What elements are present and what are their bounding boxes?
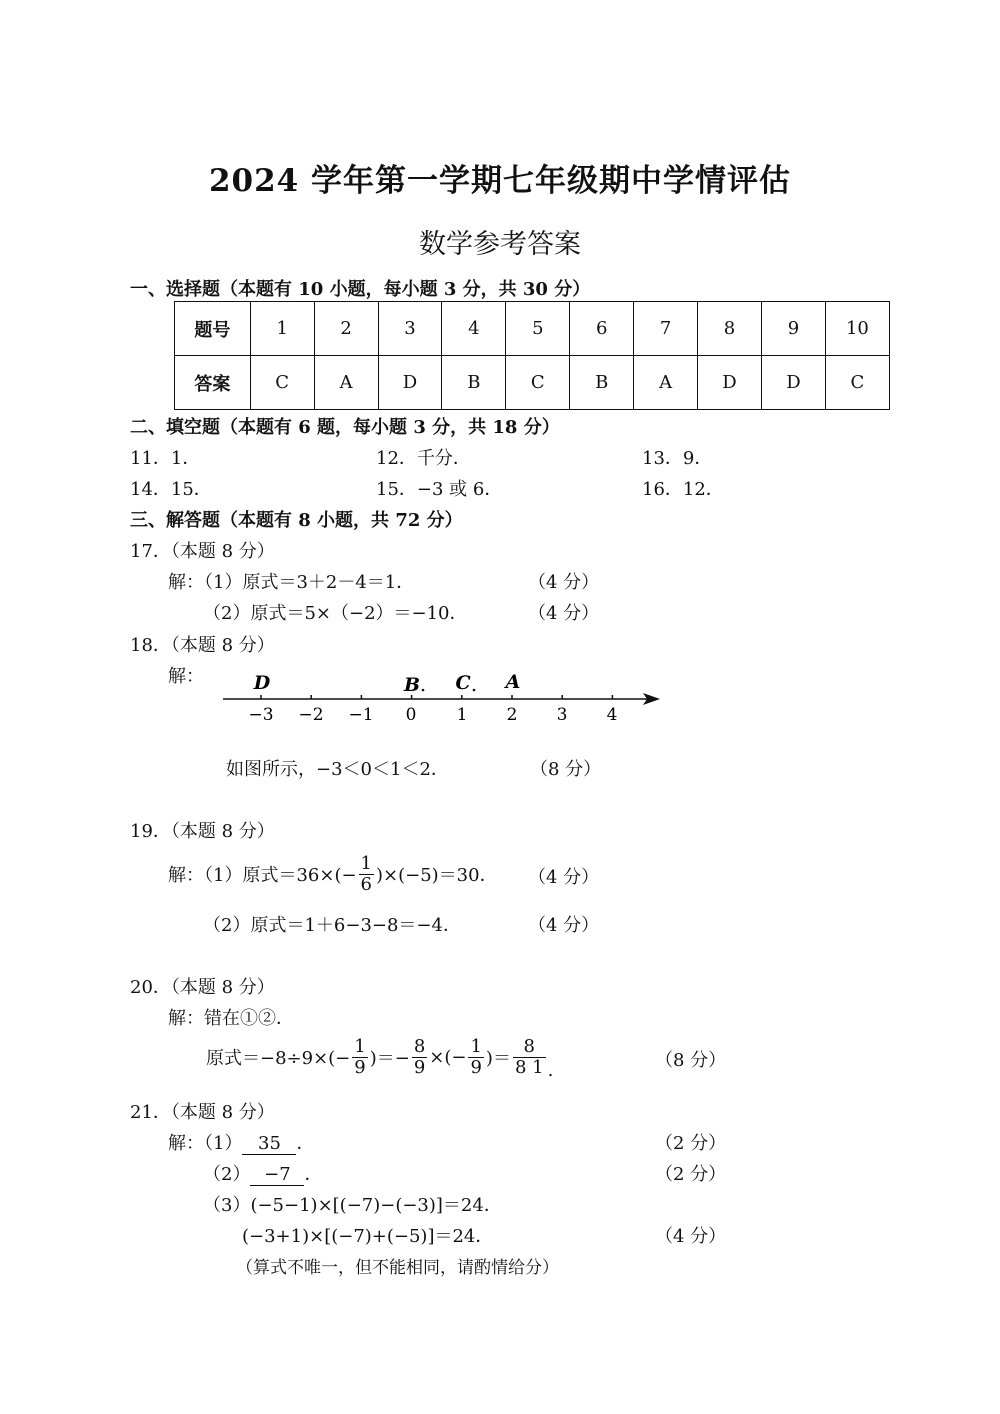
- q17-line1: 解：（1）原式＝3＋2－4＝1．: [168, 572, 415, 593]
- q20-score: （8 分）: [655, 1050, 727, 1071]
- point-label-d: D: [253, 672, 271, 694]
- page-subtitle: 数学参考答案: [419, 229, 581, 260]
- q17-header: 17．（本题 8 分）: [130, 541, 275, 562]
- section2-heading: 二、填空题（本题有 6 题，每小题 3 分，共 18 分）: [130, 417, 560, 438]
- question-row: [175, 302, 890, 356]
- q21-header: 21．（本题 8 分）: [130, 1102, 275, 1123]
- question-number: 9: [761, 302, 825, 356]
- q20-expression: [206, 1033, 553, 1081]
- section1-heading: 一、选择题（本题有 10 小题，每小题 3 分，共 30 分）: [130, 279, 591, 300]
- answer-row: [175, 356, 890, 410]
- q19-line1: [168, 850, 498, 898]
- question-number: 7: [634, 302, 698, 356]
- q21-line1: [168, 1129, 314, 1155]
- q21-line2: [203, 1160, 322, 1186]
- fraction-numerator: 1: [360, 852, 372, 874]
- fraction: [359, 854, 374, 895]
- answer-cell: C: [250, 356, 314, 410]
- q20-part1: 原式＝−8÷9×(−: [206, 1048, 351, 1069]
- point-label-b: B: [403, 674, 421, 696]
- point-dot-c: [473, 689, 476, 692]
- row-label-answer: 答案: [175, 356, 251, 410]
- page-title: 2024 学年第一学期七年级期中学情评估: [208, 163, 792, 199]
- q19-line1-suffix: )×(−5)＝30．: [376, 865, 498, 886]
- q21-line4: (−3+1)×[(−7)+(−5)]＝24．: [242, 1226, 494, 1247]
- answer-cell: C: [825, 356, 889, 410]
- fraction-denominator: 9: [354, 1056, 366, 1078]
- answer-cell: A: [314, 356, 378, 410]
- q20-part5: .: [547, 1060, 554, 1081]
- answer-cell: D: [761, 356, 825, 410]
- fraction-denominator: 9: [470, 1056, 482, 1078]
- tick-label: −2: [298, 705, 324, 725]
- q21-line2-prefix: （2）: [203, 1164, 251, 1185]
- q17-score1: （4 分）: [528, 572, 600, 593]
- answer-blank: −7: [250, 1164, 304, 1186]
- answer-cell: D: [698, 356, 762, 410]
- tick-label: −1: [348, 705, 374, 725]
- number-line: [215, 668, 675, 730]
- tick-label: 0: [405, 705, 417, 725]
- q21-note: （算式不唯一，但不能相同，请酌情给分）: [236, 1258, 559, 1278]
- q21-line2-suffix: ．: [304, 1164, 323, 1185]
- question-number: 4: [442, 302, 506, 356]
- answer-cell: A: [634, 356, 698, 410]
- fraction-denominator: 6: [360, 873, 372, 895]
- fill-answer-13: 13．9．: [642, 448, 713, 469]
- fraction: [468, 1037, 483, 1078]
- fraction-denominator: 8 1: [514, 1056, 544, 1078]
- section3-heading: 三、解答题（本题有 8 小题，共 72 分）: [130, 510, 463, 531]
- point-label-a: A: [505, 671, 521, 693]
- tick-label: 2: [506, 705, 518, 725]
- q20-part3: ×(−: [429, 1046, 467, 1068]
- point-label-c: C: [455, 672, 471, 694]
- q20-part4: )＝: [485, 1048, 511, 1069]
- answer-table: [174, 301, 890, 410]
- question-number: 2: [314, 302, 378, 356]
- q18-jie: 解：: [168, 666, 204, 687]
- q19-score1: （4 分）: [528, 867, 600, 888]
- q19-line1-prefix: 解：（1）原式＝36×(−: [168, 865, 357, 886]
- q19-line2: （2）原式＝1＋6−3−8＝−4．: [203, 915, 461, 936]
- q20-part2: )＝−: [369, 1048, 410, 1069]
- fraction-denominator: 9: [413, 1056, 426, 1078]
- question-number: 6: [570, 302, 634, 356]
- question-number: 3: [378, 302, 442, 356]
- answer-cell: C: [506, 356, 570, 410]
- q20-header: 20．（本题 8 分）: [130, 977, 275, 998]
- q18-header: 18．（本题 8 分）: [130, 635, 275, 656]
- fraction: [513, 1037, 546, 1078]
- fraction: [352, 1037, 367, 1078]
- question-number: 5: [506, 302, 570, 356]
- fill-answer-12: 12．千分．: [376, 448, 471, 469]
- q21-score2: （2 分）: [655, 1164, 727, 1185]
- q21-score1: （2 分）: [655, 1133, 727, 1154]
- q21-line1-prefix: 解：（1）: [168, 1133, 243, 1154]
- fill-answer-11: 11．1．: [130, 448, 201, 469]
- answer-blank: 35: [242, 1133, 296, 1155]
- q19-score2: （4 分）: [528, 915, 600, 936]
- q17-score2: （4 分）: [528, 603, 600, 624]
- question-number: 10: [825, 302, 889, 356]
- q21-line1-suffix: ．: [296, 1133, 315, 1154]
- q21-score3: （4 分）: [655, 1226, 727, 1247]
- fraction-numerator: 1: [354, 1035, 366, 1057]
- q18-score: （8 分）: [530, 759, 602, 780]
- answer-cell: B: [570, 356, 634, 410]
- tick-label: −3: [248, 705, 274, 725]
- tick-label: 4: [606, 705, 618, 725]
- fraction: [412, 1037, 427, 1078]
- q17-line2: （2）原式＝5×（−2）＝−10．: [203, 603, 468, 624]
- point-dot-b: [422, 689, 425, 692]
- q21-line3: （3）(−5−1)×[(−7)−(−3)]＝24．: [203, 1195, 502, 1216]
- fraction-numerator: 1: [470, 1035, 482, 1057]
- tick-label: 3: [556, 705, 568, 725]
- question-number: 8: [698, 302, 762, 356]
- answer-cell: B: [442, 356, 506, 410]
- fill-answer-16: 16．12．: [642, 479, 724, 500]
- fill-answer-15: 15．−3 或 6．: [376, 479, 503, 500]
- tick-label: 1: [456, 705, 468, 725]
- fraction-numerator: 8: [513, 1037, 546, 1058]
- answer-cell: D: [378, 356, 442, 410]
- q19-header: 19．（本题 8 分）: [130, 821, 275, 842]
- question-number: 1: [250, 302, 314, 356]
- fill-answer-14: 14．15．: [130, 479, 212, 500]
- row-label-question: 题号: [175, 302, 251, 356]
- fraction-numerator: 8: [413, 1035, 426, 1057]
- q18-conclusion: 如图所示，−3＜0＜1＜2．: [226, 759, 449, 780]
- q20-line1: 解：错在①②．: [168, 1008, 294, 1029]
